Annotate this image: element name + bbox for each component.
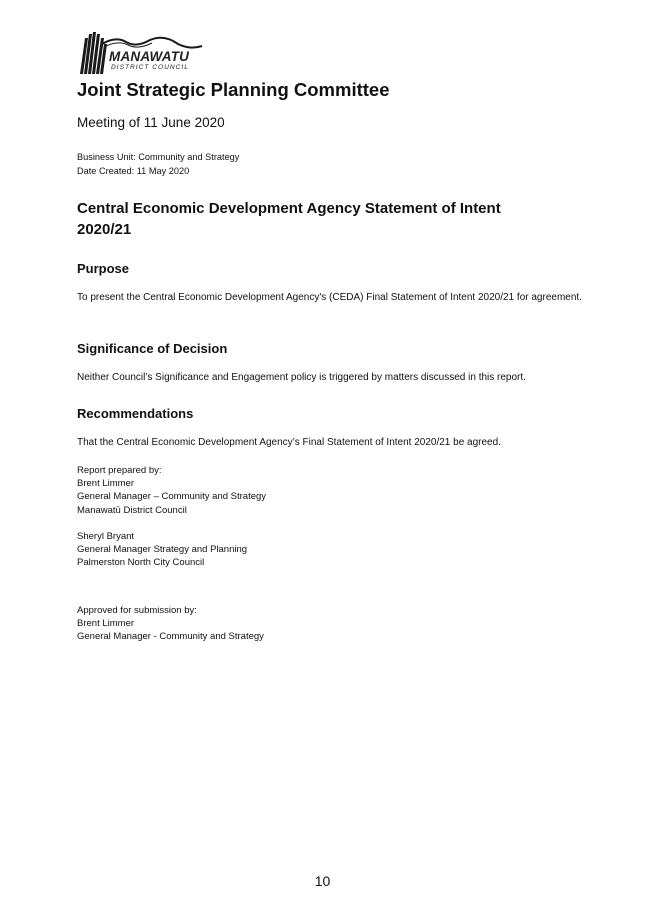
council-logo <box>78 30 208 78</box>
page-number: 10 <box>314 873 331 889</box>
author-org: Manawatū District Council <box>77 504 187 516</box>
recommendations-text: That the Central Economic Development Agency’s Final Statement of Intent 2020/21 be agreed. <box>77 437 501 448</box>
logo-wordmark: MANAWATU <box>109 49 190 64</box>
approver-role: General Manager - Community and Strategy <box>77 631 264 643</box>
author-org: Palmerston North City Council <box>77 557 205 569</box>
date-created: Date Created: 11 May 2020 <box>77 166 190 176</box>
significance-heading: Significance of Decision <box>77 341 228 356</box>
prepared-by-block <box>77 464 266 517</box>
author-name: Sheryl Bryant <box>77 531 135 542</box>
significance-text: Neither Council’s Significance and Engagement policy is triggered by matters discussed in this report. <box>77 372 526 383</box>
author-role: General Manager Strategy and Planning <box>77 544 248 556</box>
purpose-heading: Purpose <box>77 261 130 276</box>
approver-name: Brent Limmer <box>77 618 135 630</box>
meeting-date: Meeting of 11 June 2020 <box>77 115 225 130</box>
approved-by-label: Approved for submission by: <box>77 605 197 616</box>
recommendations-heading: Recommendations <box>77 406 194 421</box>
purpose-text: To present the Central Economic Development Agency's (CEDA) Final Statement of Intent 2020/21 for agreement. <box>77 292 582 303</box>
logo-subtitle: DISTRICT COUNCIL <box>111 64 189 71</box>
prepared-by-label: Report prepared by: <box>77 465 162 476</box>
committee-title: Joint Strategic Planning Committee <box>77 79 390 100</box>
author-role: General Manager – Community and Strategy <box>77 491 267 503</box>
second-author-block <box>77 530 247 570</box>
author-name: Brent Limmer <box>77 478 135 490</box>
approved-by-block <box>77 604 264 644</box>
report-title: Central Economic Development Agency Statement of Intent 2020/21 <box>77 200 501 238</box>
business-unit: Business Unit: Community and Strategy <box>77 152 240 162</box>
